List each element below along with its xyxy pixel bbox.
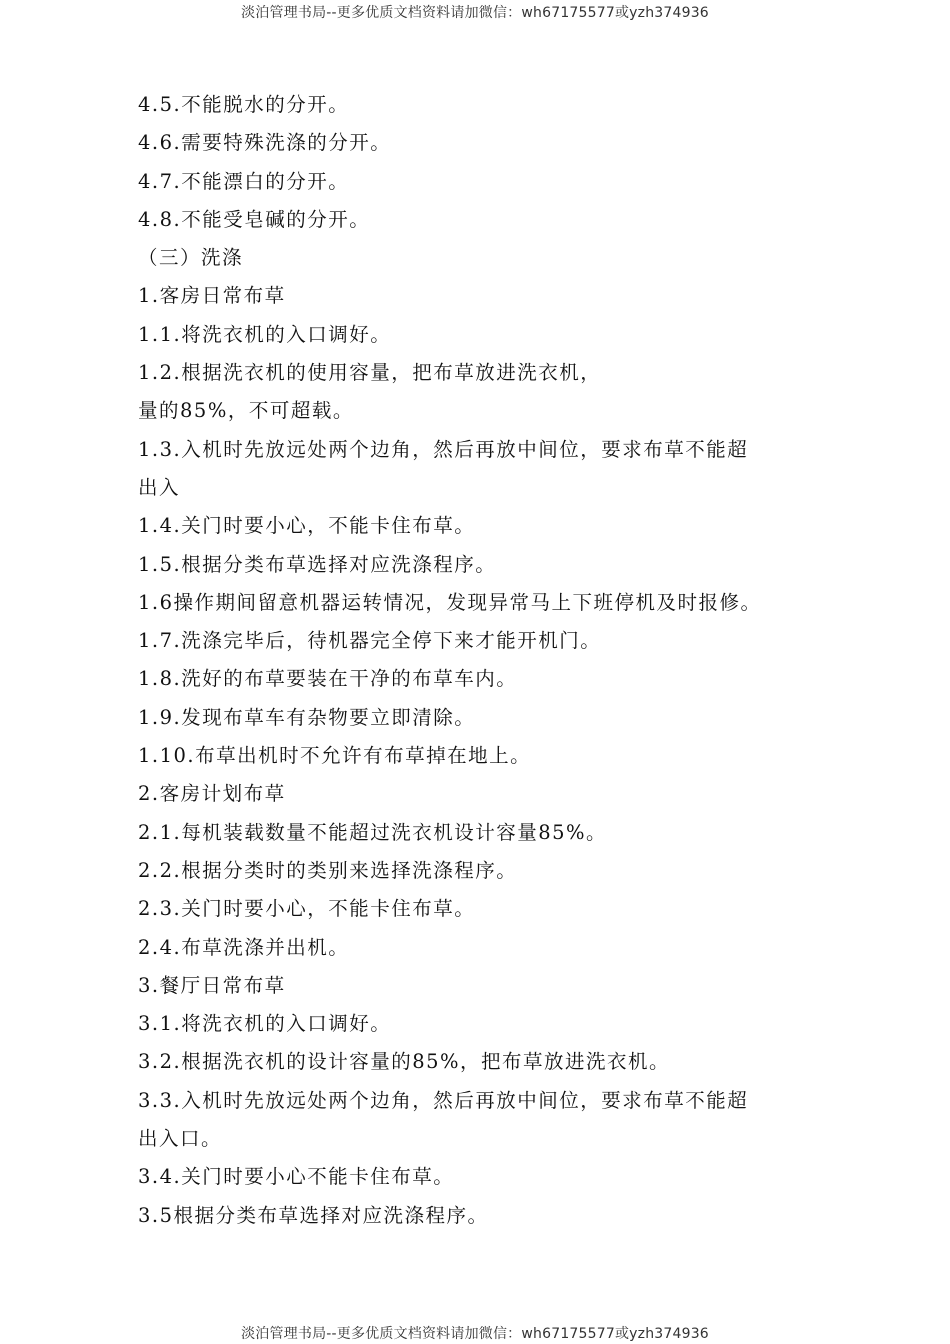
text-line: 1.2.根据洗衣机的使用容量，把布草放进洗衣机， <box>138 361 602 385</box>
text-line: 1.8.洗好的布草要装在干净的布草车内。 <box>138 667 518 691</box>
subsection-heading: 1.客房日常布草 <box>138 284 286 308</box>
text-line: 1.7.洗涤完毕后，待机器完全停下来才能开机门。 <box>138 629 602 653</box>
page-header-watermark: 淡泊管理书局--更多优质文档资料请加微信：wh67175577或yzh374936 <box>241 5 709 21</box>
page-footer-watermark: 淡泊管理书局--更多优质文档资料请加微信：wh67175577或yzh374936 <box>241 1326 709 1342</box>
subsection-heading: 3.餐厅日常布草 <box>138 973 286 997</box>
text-line: 4.8.不能受皂碱的分开。 <box>138 207 371 231</box>
text-line: 3.2.根据洗衣机的设计容量的85%，把布草放进洗衣机。 <box>138 1050 671 1074</box>
text-line: 2.3.关门时要小心，不能卡住布草。 <box>138 897 476 921</box>
section-heading: （三）洗涤 <box>138 246 244 270</box>
text-line: 4.7.不能漂白的分开。 <box>138 169 350 193</box>
text-line: 3.1.将洗衣机的入口调好。 <box>138 1012 392 1036</box>
text-line: 1.3.入机时先放远处两个边角，然后再放中间位，要求布草不能超 <box>138 437 749 461</box>
text-line: 1.5.根据分类布草选择对应洗涤程序。 <box>138 552 497 576</box>
text-line: 1.9.发现布草车有杂物要立即清除。 <box>138 705 476 729</box>
text-line: 4.5.不能脱水的分开。 <box>138 93 350 116</box>
text-line: 1.1.将洗衣机的入口调好。 <box>138 322 392 346</box>
text-line: 3.3.入机时先放远处两个边角，然后再放中间位，要求布草不能超 <box>138 1088 749 1112</box>
text-line: 1.6操作期间留意机器运转情况，发现异常马上下班停机及时报修。 <box>138 590 762 614</box>
text-line: 1.4.关门时要小心，不能卡住布草。 <box>138 514 476 538</box>
text-line: 2.2.根据分类时的类别来选择洗涤程序。 <box>138 858 518 882</box>
text-line: 3.4.关门时要小心不能卡住布草。 <box>138 1165 455 1189</box>
text-line: 4.6.需要特殊洗涤的分开。 <box>138 131 392 155</box>
text-line: 出入口。 <box>138 1127 223 1151</box>
text-line: 3.5根据分类布草选择对应洗涤程序。 <box>138 1203 489 1227</box>
text-line: 出入 <box>138 475 181 499</box>
document-body <box>138 86 828 1235</box>
text-line: 2.1.每机装载数量不能超过洗衣机设计容量85%。 <box>138 820 608 844</box>
text-line: 2.4.布草洗涤并出机。 <box>138 935 350 959</box>
subsection-heading: 2.客房计划布草 <box>138 782 286 806</box>
text-line: 量的85%，不可超载。 <box>138 399 354 423</box>
text-line: 1.10.布草出机时不允许有布草掉在地上。 <box>138 744 532 768</box>
